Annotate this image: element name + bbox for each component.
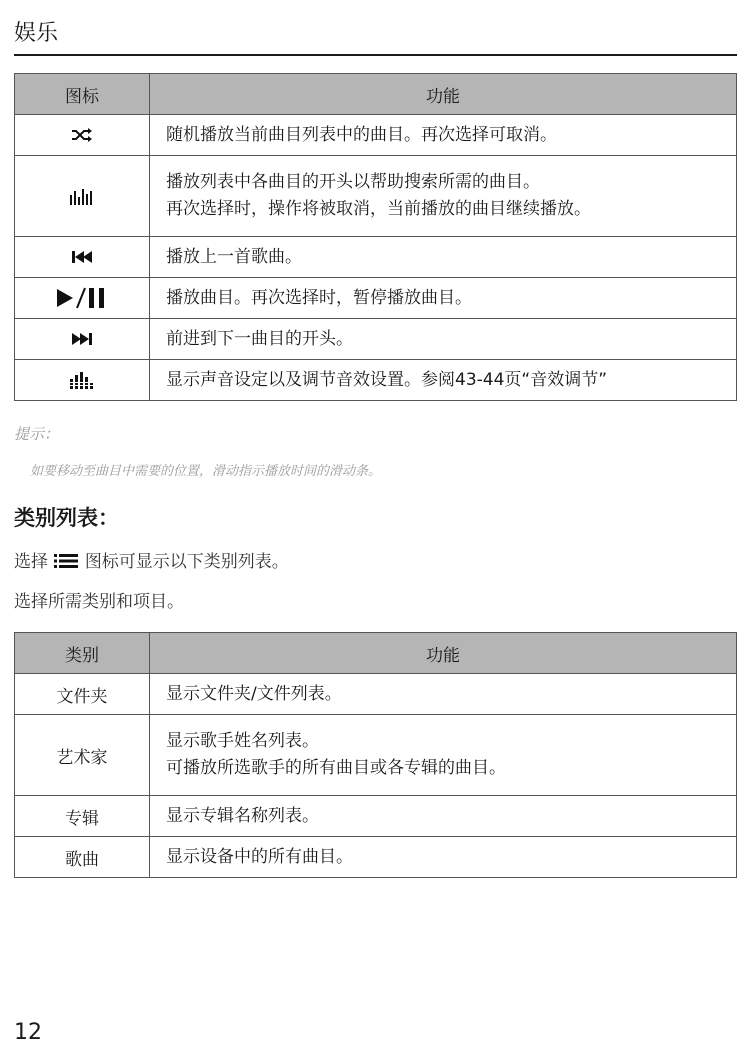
function-text: 播放曲目。再次选择时，暂停播放曲目。 xyxy=(166,287,472,308)
table-row xyxy=(15,115,737,156)
header-category: 类别 xyxy=(15,633,150,674)
table-header-row xyxy=(15,633,737,674)
table-row xyxy=(15,837,737,878)
previous-track-icon xyxy=(71,250,93,264)
shuffle-icon xyxy=(71,128,93,142)
category-name: 专辑 xyxy=(15,796,150,837)
category-name: 文件夹 xyxy=(15,674,150,715)
page-number: 12 xyxy=(14,1020,42,1045)
category-list-title: 类别列表： xyxy=(14,506,119,530)
icon-function-table xyxy=(14,73,737,401)
tip-text: 如要移动至曲目中需要的位置，滑动指示播放时间的滑动条。 xyxy=(30,464,382,479)
next-track-icon xyxy=(71,332,93,346)
function-text: 显示设备中的所有曲目。 xyxy=(166,846,353,867)
function-text: 显示专辑名称列表。 xyxy=(166,805,319,826)
function-text: 显示文件夹/文件列表。 xyxy=(166,683,342,704)
header-icon: 图标 xyxy=(15,74,150,115)
table-row xyxy=(15,360,737,401)
function-text: 播放列表中各曲目的开头以帮助搜索所需的曲目。 xyxy=(166,172,540,192)
category-name: 歌曲 xyxy=(15,837,150,878)
list-menu-icon xyxy=(54,553,78,569)
header-function: 功能 xyxy=(150,74,737,115)
play-pause-icon xyxy=(56,287,108,309)
function-text: 播放上一首歌曲。 xyxy=(166,246,302,267)
table-header-row xyxy=(15,74,737,115)
category-function-table xyxy=(14,632,737,878)
equalizer-icon xyxy=(69,371,95,389)
table-row xyxy=(15,796,737,837)
function-text: 随机播放当前曲目列表中的曲目。再次选择可取消。 xyxy=(166,124,557,145)
category-instruction-2: 选择所需类别和项目。 xyxy=(14,592,184,612)
function-text: 再次选择时，操作将被取消，当前播放的曲目继续播放。 xyxy=(166,199,591,219)
table-row xyxy=(15,278,737,319)
header-function: 功能 xyxy=(150,633,737,674)
table-row xyxy=(15,715,737,796)
function-text: 可播放所选歌手的所有曲目或各专辑的曲目。 xyxy=(166,758,506,778)
table-row xyxy=(15,319,737,360)
tip-title: 提示： xyxy=(14,425,60,443)
function-text: 显示声音设定以及调节音效设置。参阅43-44页“音效调节” xyxy=(166,369,608,390)
section-title: 娱乐 xyxy=(14,21,59,46)
category-name: 艺术家 xyxy=(15,715,150,796)
title-divider xyxy=(14,54,737,56)
table-row xyxy=(15,237,737,278)
table-row xyxy=(15,674,737,715)
scan-icon xyxy=(69,187,95,205)
category-instruction-1: 选择 图标可显示以下类别列表。 xyxy=(14,552,289,572)
function-text: 前进到下一曲目的开头。 xyxy=(166,328,353,349)
table-row xyxy=(15,156,737,237)
function-text: 显示歌手姓名列表。 xyxy=(166,731,319,751)
